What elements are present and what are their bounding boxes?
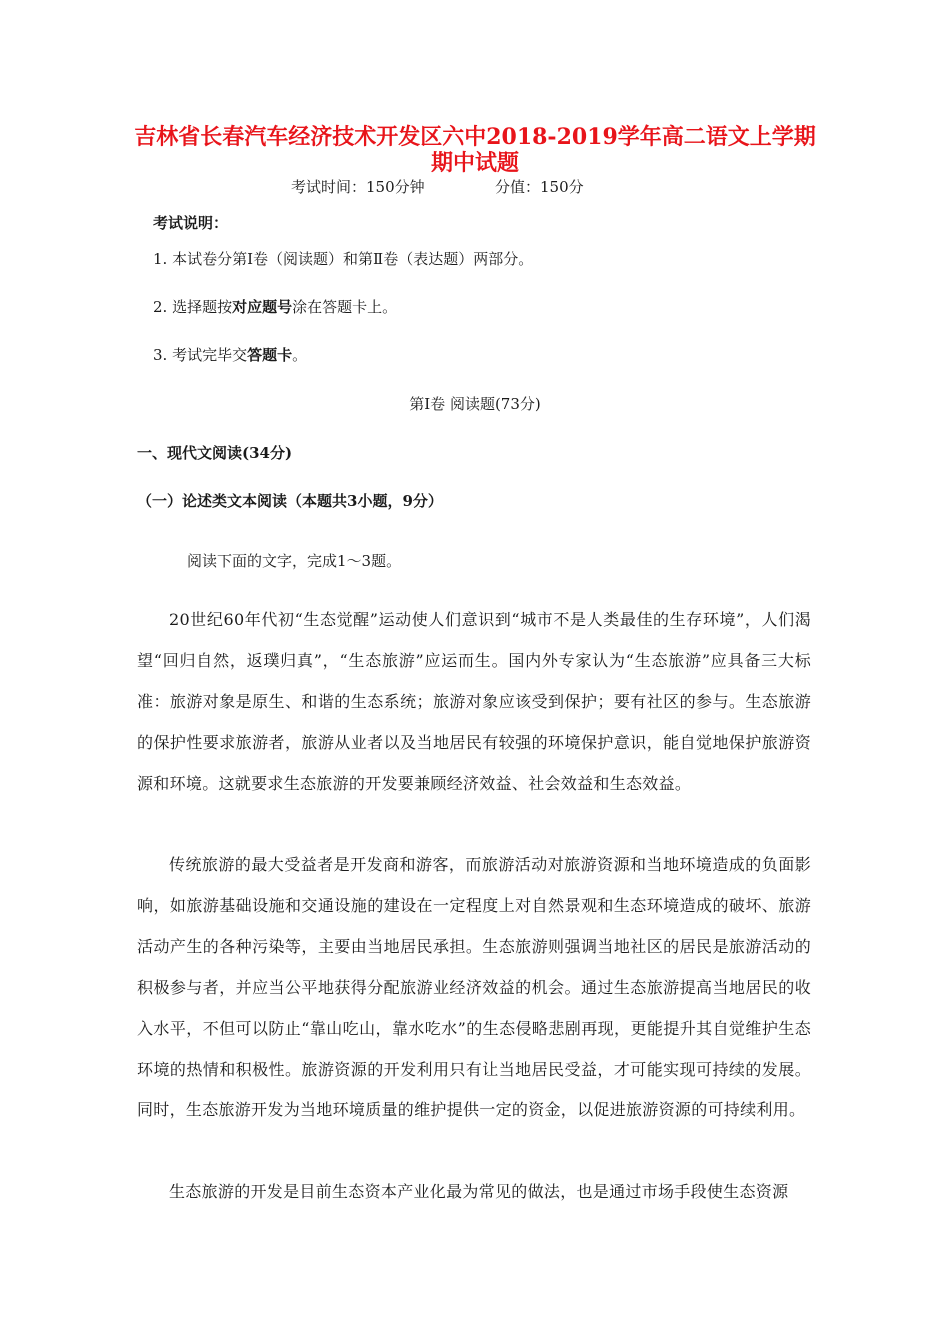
instruction-item-2-post: 涂在答题卡上。 [292, 298, 398, 316]
part-title: 第Ⅰ卷 阅读题(73分) [409, 395, 541, 413]
instruction-item-3 [153, 344, 307, 366]
instruction-item-2-pre: 2. 选择题按 [153, 298, 233, 316]
subsection-heading: （一）论述类文本阅读（本题共3小题，9分） [137, 492, 443, 510]
instructions-heading: 考试说明： [153, 214, 229, 232]
section-heading: 一、现代文阅读(34分) [137, 444, 293, 462]
reading-prompt: 阅读下面的文字，完成1～3题。 [187, 552, 402, 570]
exam-score: 分值：150分 [495, 178, 584, 196]
document-title-line2: 期中试题 [430, 150, 519, 176]
exam-time: 考试时间：150分钟 [291, 178, 425, 196]
document-title-line1: 吉林省长春汽车经济技术开发区六中2018-2019学年高二语文上学期 [134, 124, 816, 150]
article-paragraph-2: 传统旅游的最大受益者是开发商和游客，而旅游活动对旅游资源和当地环境造成的负面影响，如旅游基础设施和交通设施的建设在一定程度上对自然景观和生态环境造成的破坏、旅游活动产生的各种污染等，主要由当地居民承担。生态旅游则强调当地社区的居民是旅游活动的积极参与者，并应当公平地获得分配旅游业经济效益的机会。通过生态旅游提高当地居民的收入水平，不但可以防止“靠山吃山，靠水吃水”的生态侵略悲剧再现，更能提升其自觉维护生态环境的热情和积极性。旅游资源的开发利用只有让当地居民受益，才可能实现可持续的发展。同时，生态旅游开发为当地环境质量的维护提供一定的资金，以促进旅游资源的可持续利用。 [137, 855, 811, 1120]
instruction-item-3-post: 。 [292, 346, 308, 364]
instruction-item-3-pre: 3. 考试完毕交 [153, 346, 248, 364]
instruction-item-1: 1. 本试卷分第Ⅰ卷（阅读题）和第Ⅱ卷（表达题）两部分。 [153, 250, 534, 268]
instruction-item-3-bold: 答题卡 [247, 346, 293, 364]
instruction-item-2-bold: 对应题号 [232, 298, 293, 316]
instruction-item-2 [153, 296, 397, 318]
article-paragraph-1: 20世纪60年代初“生态觉醒”运动使人们意识到“城市不是人类最佳的生存环境”，人们渴望“回归自然，返璞归真”，“生态旅游”应运而生。国内外专家认为“生态旅游”应具备三大标准：旅游对象是原生、和谐的生态系统；旅游对象应该受到保护；要有社区的参与。生态旅游的保护性要求旅游者，旅游从业者以及当地居民有较强的环境保护意识，能自觉地保护旅游资源和环境。这就要求生态旅游的开发要兼顾经济效益、社会效益和生态效益。 [137, 610, 811, 793]
article-paragraph-3: 生态旅游的开发是目前生态资本产业化最为常见的做法，也是通过市场手段使生态资源 [169, 1182, 789, 1201]
